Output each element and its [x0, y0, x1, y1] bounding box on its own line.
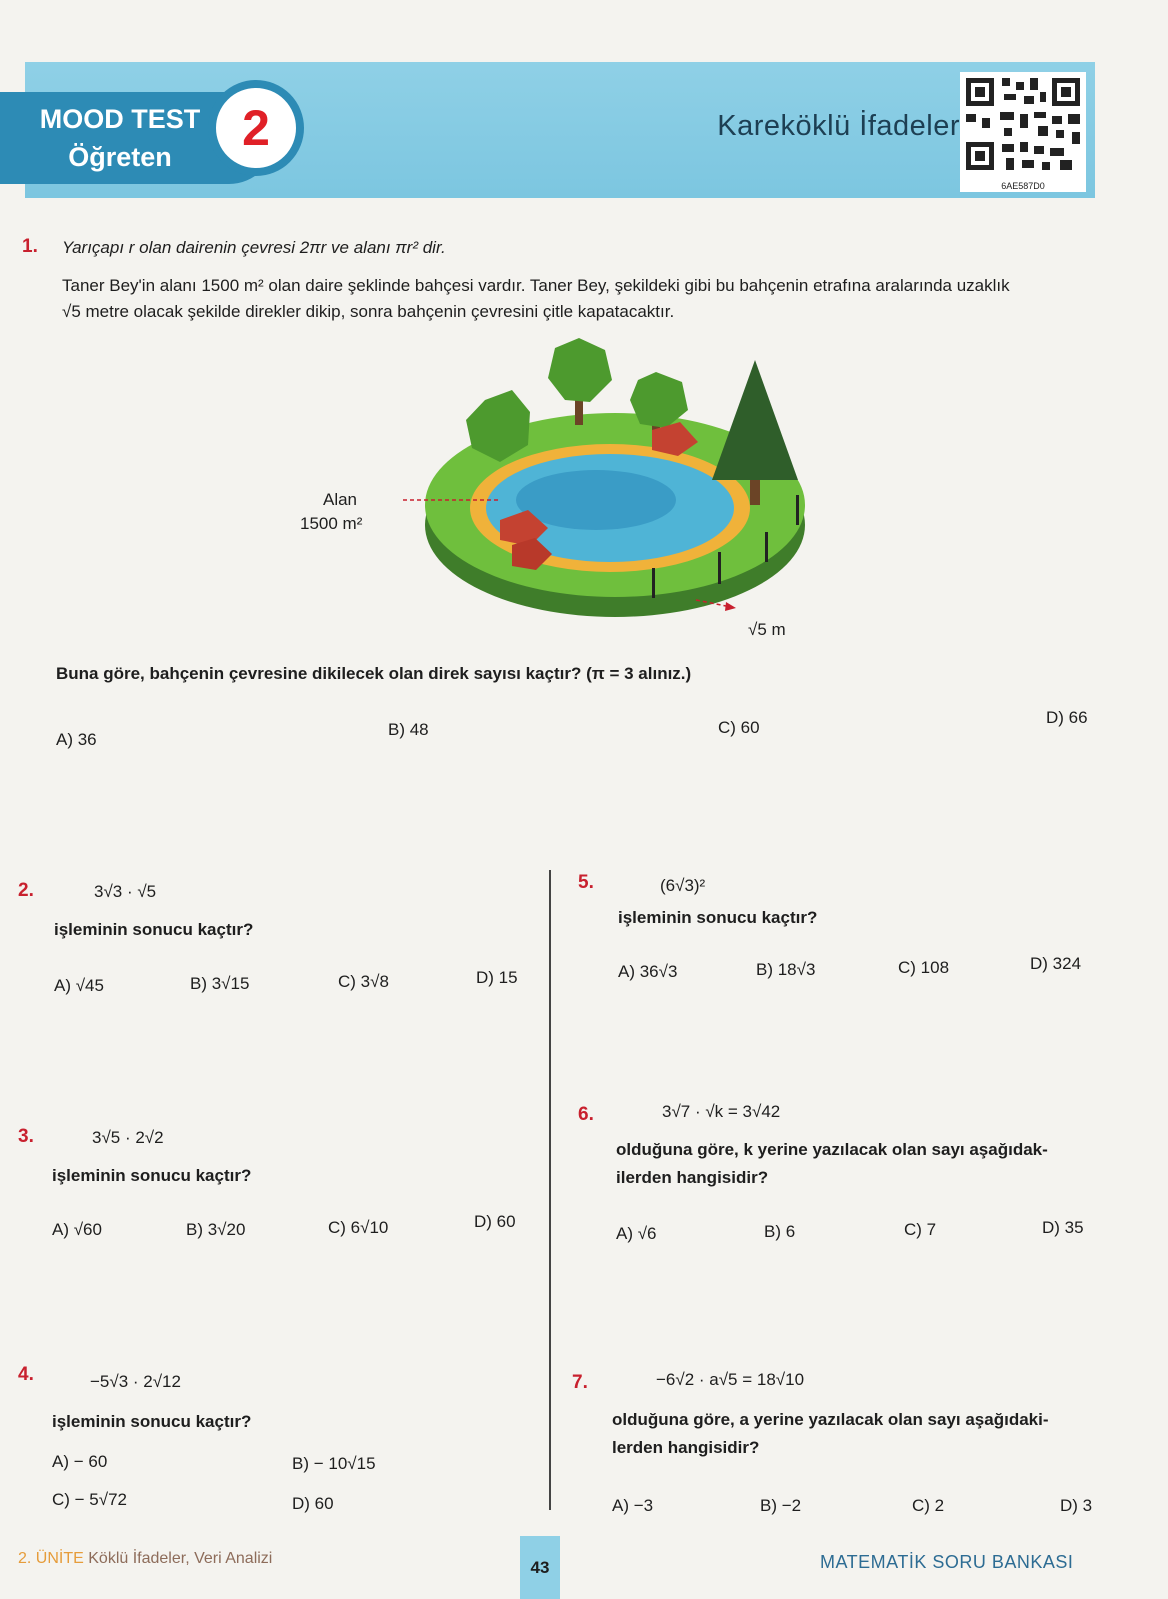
q7-choice-a[interactable]: A) −3 [612, 1496, 654, 1515]
q6-choice-a[interactable]: A) √6 [616, 1224, 657, 1243]
q4-choice-c[interactable]: C) − 5√72 [52, 1490, 128, 1509]
footer-unit-label: 2. ÜNİTE [18, 1550, 84, 1567]
badge-line-2: Öğreten [68, 142, 172, 172]
q4-choice-b[interactable]: B) − 10√15 [292, 1454, 376, 1473]
q1-choice-a[interactable]: A) 36 [56, 730, 97, 749]
topic-title: Kareköklü İfadeler [717, 110, 960, 142]
q3-choice-b[interactable]: B) 3√20 [186, 1220, 246, 1239]
q5-stem: işleminin sonucu kaçtır? [618, 908, 818, 927]
q6-stem-line-2: ilerden hangisidir? [616, 1168, 769, 1187]
q4-choice-d[interactable]: D) 60 [292, 1494, 334, 1513]
q2-stem: işleminin sonucu kaçtır? [54, 920, 254, 939]
q4-expression: −5√3 · 2√12 [90, 1372, 181, 1391]
qr-code-block [960, 72, 1086, 192]
q5-choice-a[interactable]: A) 36√3 [618, 962, 678, 981]
q1-stem: Buna göre, bahçenin çevresine dikilecek olan direk sayısı kaçtır? (π = 3 alınız.) [56, 664, 692, 683]
q2-number: 2. [18, 880, 34, 901]
q5-choice-c[interactable]: C) 108 [898, 958, 950, 977]
q1-body-line-1: Taner Bey'in alanı 1500 m² olan daire şeklinde bahçesi vardır. Taner Bey, şekildeki gibi bu bahçenin etrafına aralarında uzaklık [62, 276, 1010, 295]
q7-stem-line-2: lerden hangisidir? [612, 1438, 760, 1457]
q4-choice-a[interactable]: A) − 60 [52, 1452, 108, 1471]
book-title: MATEMATİK SORU BANKASI [820, 1552, 1074, 1572]
q3-expression: 3√5 · 2√2 [92, 1128, 164, 1147]
q2-choice-d[interactable]: D) 15 [476, 968, 518, 987]
figure-area-label: Alan [322, 490, 358, 509]
q3-number: 3. [18, 1126, 34, 1147]
q6-choice-c[interactable]: C) 7 [904, 1220, 937, 1239]
q2-choice-a[interactable]: A) √45 [54, 976, 104, 995]
q1-choice-b[interactable]: B) 48 [388, 720, 429, 739]
garden-figure [400, 330, 840, 620]
q1-choice-c[interactable]: C) 60 [718, 718, 760, 737]
q7-choice-c[interactable]: C) 2 [912, 1496, 945, 1515]
q4-number: 4. [18, 1364, 34, 1385]
q1-body-line-2: √5 metre olacak şekilde direkler dikip, sonra bahçenin çevresini çitle kapatacaktır. [62, 302, 675, 321]
tree-icon [548, 338, 612, 402]
q4-stem: işleminin sonucu kaçtır? [52, 1412, 252, 1431]
figure-area-value: 1500 m² [300, 514, 363, 533]
q5-expression: (6√3)² [660, 876, 706, 895]
q7-number: 7. [572, 1372, 588, 1393]
q3-choice-c[interactable]: C) 6√10 [328, 1218, 389, 1237]
q6-choice-d[interactable]: D) 35 [1042, 1218, 1084, 1237]
figure-distance-label: √5 m [748, 620, 786, 639]
test-badge-title [30, 100, 210, 176]
q6-expression: 3√7 · √k = 3√42 [662, 1102, 781, 1121]
qr-code-text: 6AE587D0 [1001, 181, 1045, 191]
footer-unit-title: Köklü İfadeler, Veri Analizi [88, 1550, 273, 1567]
q5-number: 5. [578, 872, 594, 893]
q1-intro: Yarıçapı r olan dairenin çevresi 2πr ve alanı πr² dir. [62, 238, 446, 257]
q2-choice-c[interactable]: C) 3√8 [338, 972, 389, 991]
badge-line-1: MOOD TEST [39, 104, 201, 134]
page-number: 43 [520, 1536, 560, 1599]
q7-stem-line-1: olduğuna göre, a yerine yazılacak olan sayı aşağıdaki- [612, 1410, 1049, 1429]
column-divider [549, 870, 551, 1510]
q2-choice-b[interactable]: B) 3√15 [190, 974, 250, 993]
q7-choice-b[interactable]: B) −2 [760, 1496, 802, 1515]
test-number: 2 [208, 80, 304, 176]
q6-stem-line-1: olduğuna göre, k yerine yazılacak olan sayı aşağıdak- [616, 1140, 1048, 1159]
q6-number: 6. [578, 1104, 594, 1125]
q1-number: 1. [22, 236, 38, 257]
q5-choice-b[interactable]: B) 18√3 [756, 960, 816, 979]
q6-choice-b[interactable]: B) 6 [764, 1222, 796, 1241]
q1-choice-d[interactable]: D) 66 [1046, 708, 1088, 727]
q2-expression: 3√3 · √5 [94, 882, 157, 901]
q3-choice-a[interactable]: A) √60 [52, 1220, 102, 1239]
q3-stem: işleminin sonucu kaçtır? [52, 1166, 252, 1185]
q5-choice-d[interactable]: D) 324 [1030, 954, 1082, 973]
q3-choice-d[interactable]: D) 60 [474, 1212, 516, 1231]
q7-choice-d[interactable]: D) 3 [1060, 1496, 1093, 1515]
arrow-icon [725, 602, 736, 611]
q7-expression: −6√2 · a√5 = 18√10 [656, 1370, 805, 1389]
qr-code-icon [960, 72, 1086, 176]
footer-unit [18, 1550, 272, 1568]
pine-tree-icon [712, 360, 798, 480]
